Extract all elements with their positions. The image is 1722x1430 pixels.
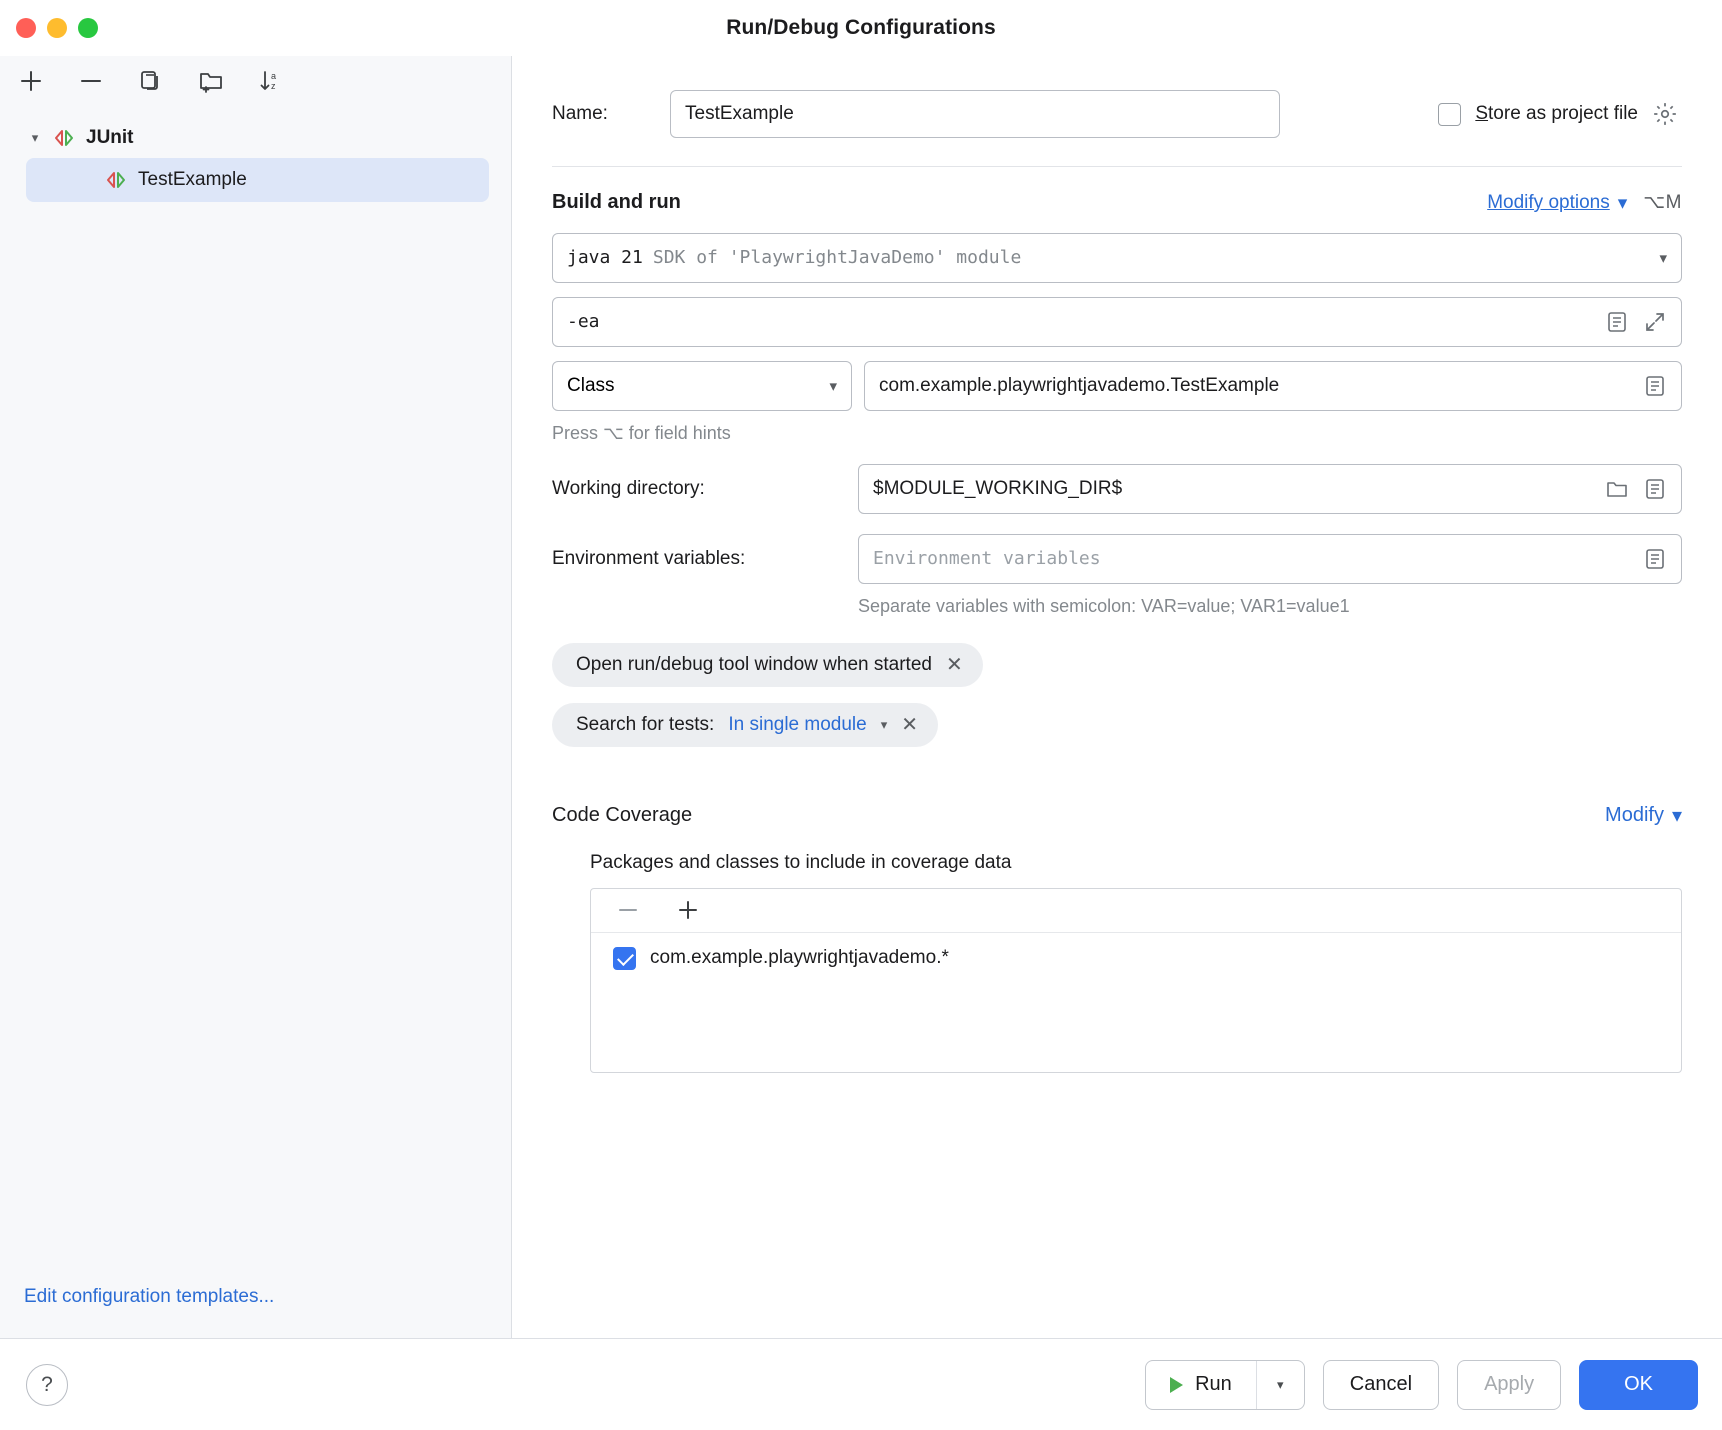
chevron-down-icon: ▾ bbox=[1671, 804, 1682, 827]
footer-actions bbox=[1145, 1360, 1698, 1410]
run-button[interactable] bbox=[1145, 1360, 1305, 1410]
modify-options-shortcut: ⌥M bbox=[1643, 192, 1682, 213]
chevron-down-icon: ▾ bbox=[1617, 192, 1628, 214]
dialog-body bbox=[0, 56, 1722, 1338]
store-as-project-file-checkbox[interactable] bbox=[1438, 103, 1461, 126]
configuration-editor bbox=[512, 56, 1722, 1338]
list-item[interactable] bbox=[591, 933, 1681, 970]
coverage-package-checkbox[interactable] bbox=[613, 947, 636, 970]
play-icon bbox=[1170, 1377, 1183, 1393]
target-class-value: com.example.playwrightjavademo.TestExample bbox=[879, 374, 1280, 396]
chevron-down-icon[interactable]: ▾ bbox=[31, 130, 39, 145]
working-directory-field[interactable] bbox=[858, 464, 1682, 514]
store-label-rest: tore as project file bbox=[1488, 103, 1638, 124]
folder-add-icon[interactable] bbox=[194, 64, 228, 98]
environment-variables-row bbox=[552, 534, 1682, 584]
modify-options-link[interactable] bbox=[1487, 192, 1627, 215]
build-and-run-title: Build and run bbox=[552, 191, 681, 213]
close-icon[interactable]: ✕ bbox=[945, 654, 963, 676]
copy-icon[interactable] bbox=[134, 64, 168, 98]
sidebar-item-label: TestExample bbox=[138, 169, 247, 190]
build-and-run-header bbox=[552, 191, 1682, 215]
coverage-package-label: com.example.playwrightjavademo.* bbox=[650, 947, 949, 968]
plus-icon[interactable] bbox=[14, 64, 48, 98]
junit-icon bbox=[104, 170, 130, 190]
target-class-field[interactable] bbox=[864, 361, 1682, 411]
chip-value-link[interactable]: In single module bbox=[728, 713, 867, 735]
jre-select[interactable] bbox=[552, 233, 1682, 283]
modify-options-label: Modify options bbox=[1487, 192, 1610, 213]
target-kind-value: Class bbox=[567, 374, 615, 396]
expand-icon[interactable] bbox=[1641, 308, 1669, 336]
code-coverage-header bbox=[552, 803, 1682, 828]
name-input[interactable] bbox=[670, 90, 1280, 138]
name-label: Name: bbox=[552, 103, 608, 124]
working-directory-label: Working directory: bbox=[552, 477, 705, 499]
chip-open-tool-window[interactable] bbox=[552, 643, 983, 687]
vm-options-field[interactable] bbox=[552, 297, 1682, 347]
sort-alpha-icon[interactable] bbox=[254, 64, 288, 98]
code-coverage-title: Code Coverage bbox=[552, 803, 693, 826]
apply-button[interactable]: Apply bbox=[1457, 1360, 1561, 1410]
code-coverage-modify-link[interactable] bbox=[1605, 803, 1682, 828]
folder-icon[interactable] bbox=[1603, 475, 1631, 503]
cancel-button[interactable]: Cancel bbox=[1323, 1360, 1439, 1410]
svg-text:a: a bbox=[271, 71, 277, 81]
code-coverage-subtitle: Packages and classes to include in coverage data bbox=[590, 851, 1012, 873]
close-window-button[interactable] bbox=[16, 18, 36, 38]
vm-options-value: -ea bbox=[567, 311, 600, 332]
tree-group-label: JUnit bbox=[86, 127, 134, 148]
plus-icon[interactable] bbox=[671, 893, 705, 927]
macro-list-icon[interactable] bbox=[1603, 308, 1631, 336]
divider bbox=[552, 166, 1682, 167]
working-directory-value: $MODULE_WORKING_DIR$ bbox=[873, 477, 1123, 499]
chevron-down-icon[interactable]: ▾ bbox=[880, 716, 888, 732]
minus-icon[interactable] bbox=[74, 64, 108, 98]
configurations-tree bbox=[0, 106, 511, 202]
macro-list-icon[interactable] bbox=[1641, 475, 1669, 503]
store-mnemonic: S bbox=[1475, 103, 1489, 124]
help-button[interactable]: ? bbox=[26, 1364, 68, 1406]
environment-variables-field[interactable] bbox=[858, 534, 1682, 584]
coverage-list-toolbar bbox=[591, 889, 1681, 933]
chevron-down-icon: ▾ bbox=[829, 377, 837, 395]
junit-icon bbox=[52, 128, 78, 148]
chip-label: Search for tests: bbox=[576, 713, 715, 735]
run-dropdown-arrow[interactable]: ▾ bbox=[1256, 1361, 1304, 1409]
name-row bbox=[552, 90, 1682, 138]
chevron-down-icon: ▾ bbox=[1659, 249, 1667, 267]
environment-variables-label: Environment variables: bbox=[552, 547, 746, 569]
environment-variables-hint: Separate variables with semicolon: VAR=value; VAR1=value1 bbox=[858, 595, 1350, 616]
svg-text:z: z bbox=[271, 81, 276, 91]
tree-group-junit[interactable] bbox=[0, 118, 511, 158]
environment-variables-placeholder: Environment variables bbox=[873, 548, 1101, 569]
working-directory-row bbox=[552, 464, 1682, 514]
gear-icon[interactable] bbox=[1652, 101, 1678, 127]
dialog-footer bbox=[0, 1338, 1722, 1430]
field-hint: Press ⌥ for field hints bbox=[552, 422, 731, 443]
title-bar bbox=[0, 0, 1722, 56]
jre-description: SDK of 'PlaywrightJavaDemo' module bbox=[652, 247, 1022, 268]
ok-button[interactable]: OK bbox=[1579, 1360, 1698, 1410]
coverage-packages-list bbox=[590, 888, 1682, 1073]
target-kind-select[interactable] bbox=[552, 361, 852, 411]
edit-configuration-templates-link[interactable]: Edit configuration templates... bbox=[24, 1286, 275, 1307]
store-as-project-file-label bbox=[1475, 103, 1638, 125]
target-row bbox=[552, 361, 1682, 411]
maximize-window-button[interactable] bbox=[78, 18, 98, 38]
run-button-label: Run bbox=[1195, 1373, 1232, 1395]
jre-value: java 21 bbox=[567, 247, 643, 268]
sidebar-item-testexample[interactable] bbox=[26, 158, 489, 202]
dialog-title: Run/Debug Configurations bbox=[726, 16, 996, 39]
window-controls[interactable] bbox=[16, 18, 98, 38]
sidebar-toolbar bbox=[0, 56, 511, 106]
store-as-project-file-group[interactable] bbox=[1438, 101, 1682, 127]
configurations-sidebar bbox=[0, 56, 512, 1338]
macro-list-icon[interactable] bbox=[1641, 545, 1669, 573]
option-chips bbox=[552, 643, 1682, 763]
code-coverage-modify-label: Modify bbox=[1605, 803, 1664, 826]
chip-label: Open run/debug tool window when started bbox=[576, 653, 932, 675]
minimize-window-button[interactable] bbox=[47, 18, 67, 38]
chip-search-for-tests[interactable] bbox=[552, 703, 938, 747]
browse-class-icon[interactable] bbox=[1641, 372, 1669, 400]
close-icon[interactable]: ✕ bbox=[901, 714, 919, 736]
minus-icon[interactable] bbox=[611, 893, 645, 927]
run-button-main[interactable] bbox=[1146, 1361, 1256, 1409]
